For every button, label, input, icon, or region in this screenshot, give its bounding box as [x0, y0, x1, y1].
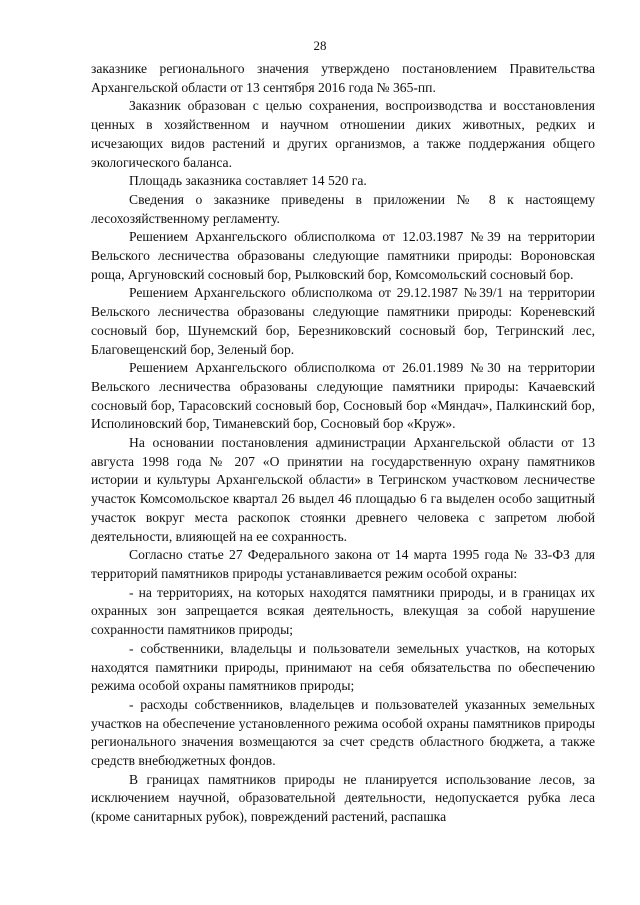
list-item: - на территориях, на которых находятся памятники природы, и в границах их охранных зон запрещается всякая деятельность, влекущая за собой нарушение сохранности памятников природы; [91, 584, 595, 638]
paragraph: заказнике регионального значения утверждено постановлением Правительства Архангельской области от 13 сентября 2016 года № 365-пп. [91, 61, 595, 95]
list-item: - расходы собственников, владельцев и пользователей указанных земельных участков на обеспечение установленного режима особой охраны памятников природы регионального значения возмещаются за счет средств областного бюджета, а также средств внебюджетных фондов. [91, 696, 595, 769]
paragraph: Решением Архангельского облисполкома от 29.12.1987 №39/1 на территории Вельского лесничества образованы следующие памятники природы: Кореневский сосновый бор, Шунемский бор, Березниковский сосновый бор, Тегринский лес, Благовещенский бор, Зеленый бор. [91, 285, 595, 357]
list-item: - собственники, владельцы и пользователи земельных участков, на которых находятся памятники природы, принимают на себя обязательства по обеспечению режима особой охраны памятников природы; [91, 640, 595, 694]
paragraph: Площадь заказника составляет 14 520 га. [129, 173, 367, 189]
body-text [91, 60, 595, 827]
paragraph: В границах памятников природы не планируется использование лесов, за исключением научной, образовательной деятельности, недопускается рубка леса (кроме санитарных рубок), повреждений растений, распашка [91, 771, 595, 825]
paragraph: Решением Архангельского облисполкома от 26.01.1989 №30 на территории Вельского лесничества образованы следующие памятники природы: Качаевский сосновый бор, Тарасовский сосновый бор, Сосновый бор «Мяндач», Палкинский бор, Исполиновский бор, Тиманевский бор, Сосновый бор «Круж». [91, 360, 595, 432]
paragraph: На основании постановления администрации Архангельской области от 13 августа 1998 года № 207 «О принятии на государственную охрану памятников истории и культуры Архангельской области» в Тегринском участковом лесничестве участок Комсомольское квартал 26 выдел 46 площадью 6 га выделен особо защитный участок вокруг места раскопок стоянки древнего человека с запретом любой деятельности, влияющей на ее сохранность. [91, 435, 595, 544]
paragraph: Сведения о заказнике приведены в приложении № 8 к настоящему лесохозяйственному регламенту. [91, 191, 595, 226]
paragraph: Решением Архангельского облисполкома от 12.03.1987 №39 на территории Вельского лесничества образованы следующие памятники природы: Вороновская роща, Аргуновский сосновый бор, Рылковский бор, Комсомольский сосновый бор. [91, 229, 595, 282]
paragraph: Заказник образован с целью сохранения, воспроизводства и восстановления ценных в хозяйственном и научном отношении диких животных, редких и исчезающих видов растений и других организмов, а также поддержания общего экологического баланса. [91, 98, 595, 170]
paragraph: Согласно статье 27 Федерального закона от 14 марта 1995 года № 33-ФЗ для территорий памятников природы устанавливается режим особой охраны: [91, 547, 595, 581]
page-number: 28 [313, 38, 327, 53]
